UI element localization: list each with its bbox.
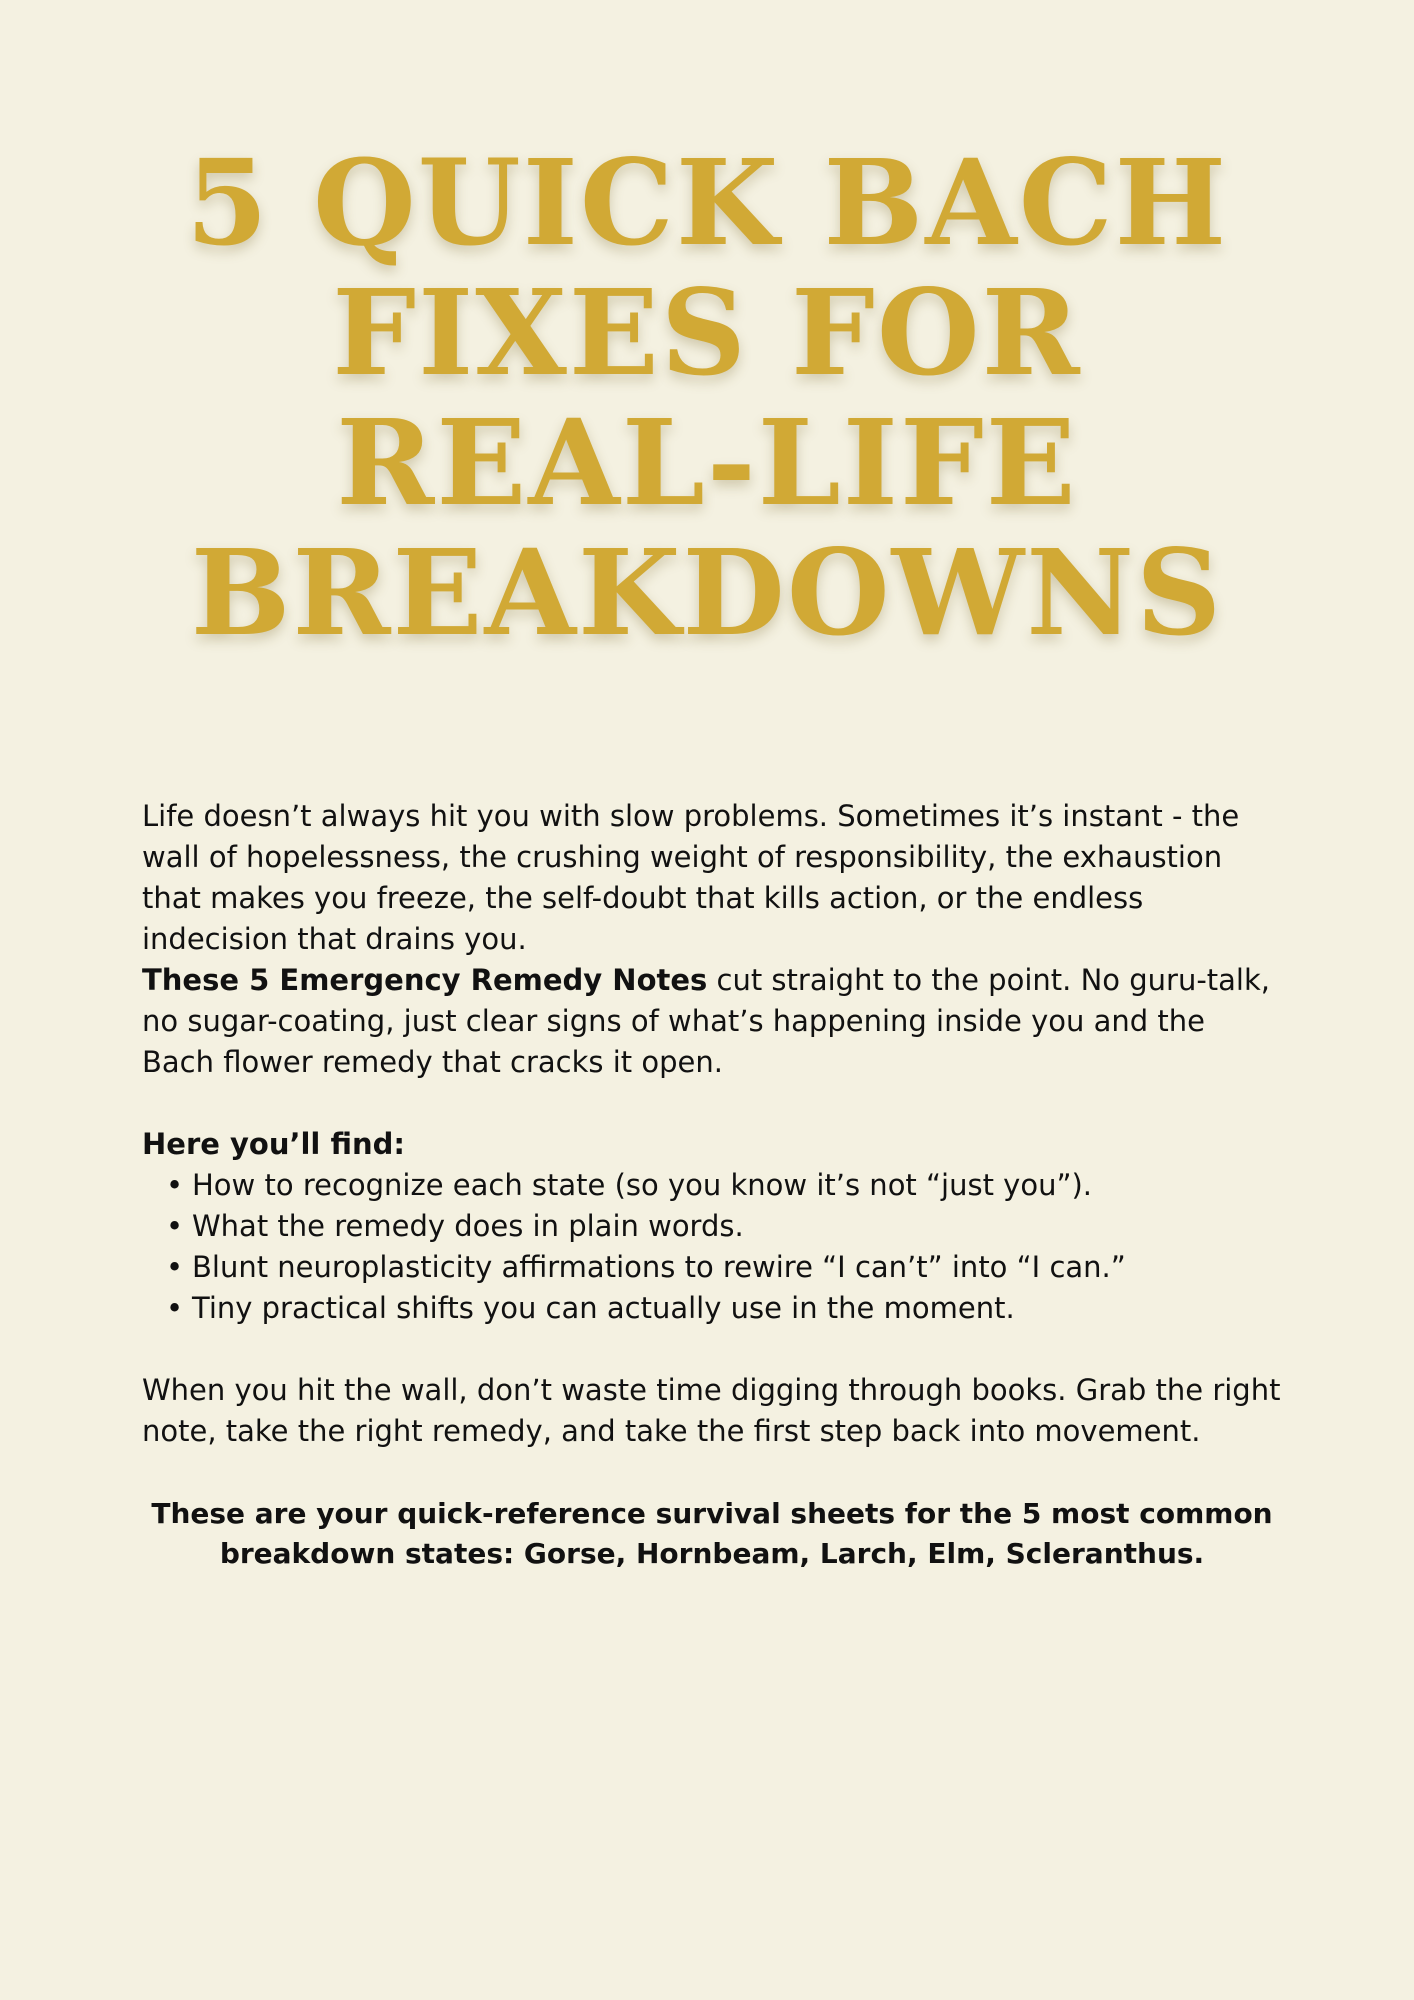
- list-item-text: How to recognize each state (so you know it’s not “just you”).: [192, 1168, 1093, 1202]
- find-list: [142, 1165, 1282, 1329]
- list-item-text: Blunt neuroplasticity affirmations to rewire “I can’t” into “I can.”: [192, 1250, 1126, 1284]
- title-line: REAL-LIFE: [336, 393, 1078, 532]
- spacer: [142, 1329, 1282, 1370]
- notes-bold-lead: These 5 Emergency Remedy Notes: [142, 963, 708, 997]
- page-title: [0, 133, 1414, 662]
- closing-statement: These are your quick-reference survival sheets for the 5 most common breakdown states: Gorse, Hornbeam, Larch, Elm, Scleranthus.: [151, 1497, 1273, 1570]
- list-item: [166, 1288, 1282, 1329]
- title-line: 5 QUICK BACH: [185, 133, 1229, 272]
- notes-paragraph: [142, 960, 1282, 1083]
- intro-paragraph: Life doesn’t always hit you with slow problems. Sometimes it’s instant - the wall of hopelessness, the crushing weight of responsibility, the exhaustion that makes you freeze, the self-doubt that kills action, or the endless indecision that drains you.: [142, 799, 1240, 956]
- list-item-text: What the remedy does in plain words.: [192, 1209, 744, 1243]
- bullet-icon: •: [166, 1250, 184, 1284]
- notes-text: cut straight to the point. No guru-talk, no sugar-coating, just clear signs of what’s happening inside you and the Bach flower remedy that cracks it open.: [142, 963, 1270, 1079]
- list-item: [166, 1165, 1282, 1206]
- find-heading: Here you’ll find:: [142, 1127, 405, 1161]
- list-item: [166, 1206, 1282, 1247]
- list-item-text: Tiny practical shifts you can actually use in the moment.: [192, 1291, 1015, 1325]
- title-line: BREAKDOWNS: [190, 523, 1224, 662]
- title-line: FIXES FOR: [332, 263, 1082, 402]
- body-content: [142, 796, 1282, 1574]
- spacer: [142, 1452, 1282, 1494]
- bullet-icon: •: [166, 1209, 184, 1243]
- bullet-icon: •: [166, 1291, 184, 1325]
- spacer: [142, 1083, 1282, 1124]
- wall-paragraph: When you hit the wall, don’t waste time digging through books. Grab the right note, take the right remedy, and take the first step back into movement.: [142, 1373, 1281, 1448]
- bullet-icon: •: [166, 1168, 184, 1202]
- list-item: [166, 1247, 1282, 1288]
